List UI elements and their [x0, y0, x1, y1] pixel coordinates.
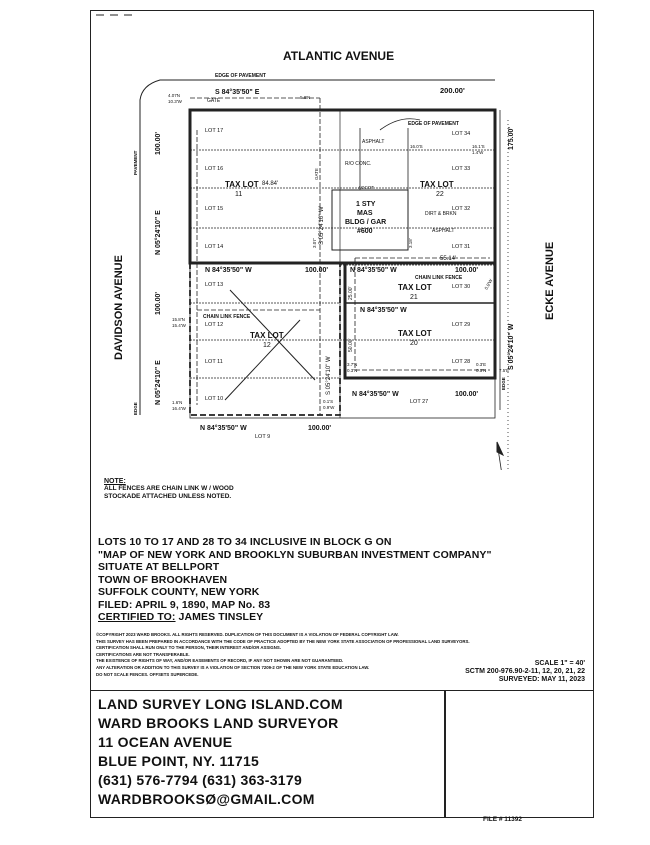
lot-9: LOT 9 [255, 434, 271, 440]
dim-58n: 5.8'N [300, 95, 311, 100]
bearing-mid-right: N 84°35'50" W [350, 267, 397, 274]
desc-line-6: FILED: APRIL 9, 1890, MAP No. 83 [98, 598, 271, 611]
dim-160: 16.0'S [410, 144, 423, 149]
lot-15: LOT 15 [205, 206, 224, 212]
dim-14w: 1.4'W [472, 150, 484, 155]
bearing-center-side: S 05°24'10" W [319, 206, 325, 245]
lot-10: LOT 10 [205, 396, 224, 402]
certified-value: JAMES TINSLEY [175, 611, 264, 623]
lot-16: LOT 16 [205, 166, 224, 172]
bldg-l1: 1 STY [356, 201, 376, 208]
dim-161: 16.1'S [472, 144, 485, 149]
bearing-left-upper: N 05°24'10" E [155, 210, 162, 255]
tb-company: WARD BROOKS LAND SURVEYOR [98, 715, 339, 731]
tax-lot-21-num: 21 [410, 294, 418, 301]
tb-phones: (631) 576-7794 (631) 363-3179 [98, 772, 303, 788]
bldg-l2: MAS [357, 210, 373, 217]
dim-25: 25.00' [348, 286, 354, 300]
dim-55: 55.14' [440, 256, 457, 262]
edge-pavement-top: EDGE OF PAVEMENT [215, 73, 266, 79]
note-block [104, 478, 304, 501]
tax-lot-12-num: 12 [263, 342, 271, 349]
desc-line-1: LOTS 10 TO 17 AND 28 TO 34 INCLUSIVE IN BLOCK G ON [98, 536, 392, 548]
dim-164: 16.4'W [172, 406, 186, 411]
tax-lot-20-num: 20 [410, 340, 418, 347]
chain-link-left: CHAIN LINK FENCE [203, 314, 251, 320]
edge-left: EDGE [133, 402, 138, 415]
legal-line-6: ANY ALTERATION OR ADDITION TO THIS SURVEY IS A VIOLATION OF SECTION 7209-2 OF THE NEW YORK STATE EDUCATION LAW. [96, 664, 370, 670]
bearing-lower-center: S 05°24'10" W [326, 356, 332, 395]
dim-37: 3.7'N [347, 362, 358, 367]
certified-label: CERTIFIED TO: [98, 611, 176, 623]
tax-lot-22: TAX LOT [420, 180, 454, 189]
lot-30: LOT 30 [452, 284, 471, 290]
tb-city: BLUE POINT, NY. 11715 [98, 753, 260, 769]
dim-01s: 0.1'S [323, 399, 334, 404]
dim-08: 0.8'W [483, 278, 494, 291]
bearing-bottom-left-dist: 100.00' [308, 425, 332, 432]
bearing-bottom-right-dist: 100.00' [455, 391, 479, 398]
dim-75: 7.5'E [499, 368, 510, 373]
dim-09w: 0.9'W [323, 405, 335, 410]
lot-13: LOT 13 [205, 282, 224, 288]
legal-line-5: THE EXISTENCE OF RIGHTS OF WAY, AND/OR EASEMENTS OF RECORD, IF ANY NOT SHOWN ARE NOT GUARANTEED. [96, 658, 344, 664]
dist-left-upper: 100.00' [155, 131, 162, 155]
tb-email: WARDBROOKSØ@GMAIL.COM [98, 791, 315, 807]
gate-side: GATE [314, 168, 319, 180]
note-line-1: ALL FENCES ARE CHAIN LINK W / WOOD [104, 485, 234, 492]
note-title: NOTE: [104, 478, 126, 485]
legal-line-2: THIS SURVEY HAS BEEN PREPARED IN ACCORDANCE WITH THE CODE OF PRACTICE ADOPTED BY THE NEW YORK STATE ASSOCIATION OF PROFESSIONAL LAND SURVEYORS. [96, 638, 470, 644]
dim-318: 3.18' [408, 238, 413, 248]
legal-description [98, 536, 538, 624]
legal-line-1: ©COPYRIGHT 2023 WARD BROOKS. ALL RIGHTS RESERVED. DUPLICATION OF THIS DOCUMENT IS A VIOLATION OF FEDERAL COPYRIGHT LAW. [96, 632, 399, 637]
bearing-bottom-right: N 84°35'50" W [352, 391, 399, 398]
lot-31: LOT 31 [452, 244, 471, 250]
desc-line-2: "MAP OF NEW YORK AND BROOKLYN SUBURBAN INVESTMENT COMPANY" [98, 548, 492, 561]
dim-307: 3.07' [312, 238, 317, 248]
file-number: FILE # 11392 [483, 816, 523, 823]
desc-line-3: SITUATE AT BELLPORT [98, 561, 220, 573]
lot-11: LOT 11 [205, 359, 223, 365]
dist-left-lower: 100.00' [155, 291, 162, 315]
lot-27: LOT 27 [410, 399, 429, 405]
bearing-left-lower: N 05°24'10" E [155, 360, 162, 405]
bldg-l3: BLDG / GAR [345, 219, 387, 226]
legal-line-7: DO NOT SCALE FENCES. OFFSETS SUPERCEDE. [96, 671, 199, 677]
bearing-mid-right-dist: 100.00' [455, 267, 479, 274]
edge-pavement-right: EDGE OF PAVEMENT [408, 121, 459, 127]
tax-lot-11-num: 11 [235, 191, 243, 198]
dim-50: 50.00' [348, 338, 354, 352]
note-line-2: STOCKADE ATTACHED UNLESS NOTED. [104, 493, 232, 500]
bearing-mid1: N 84°35'50" W [205, 267, 252, 274]
legal-line-3: CERTIFICATION SHALL RUN ONLY TO THE PERSON, THEIR INTEREST AND/OR ASSIGNS. [96, 645, 281, 651]
bearing-mid-right2: N 84°35'50" W [360, 307, 407, 314]
tax-lot-11: TAX LOT [225, 180, 259, 189]
tb-website: LAND SURVEY LONG ISLAND.COM [98, 696, 343, 712]
dim-103: 10.3'W [168, 99, 182, 104]
dim-05: 0.5'N [476, 368, 487, 373]
ro-conc: R/O CONC. [345, 161, 372, 167]
lot-12: LOT 12 [205, 322, 224, 328]
title-block-side [444, 690, 594, 818]
tax-lot-22-num: 22 [436, 191, 444, 198]
agcot: AGCOT [358, 185, 375, 190]
pavement-left: PAVEMENT [133, 150, 138, 175]
dim-154: 15.4'W [172, 323, 186, 328]
bearing-top: S 84°35'50" E [215, 89, 260, 96]
tax-lot-20: TAX LOT [398, 329, 432, 338]
gate-label: GATE [207, 98, 221, 104]
dim-16n: 1.6'N [172, 400, 183, 405]
dim-03: 0.3'N [347, 368, 358, 373]
desc-line-4: TOWN OF BROOKHAVEN [98, 573, 228, 586]
street-davidson: DAVIDSON AVENUE [113, 255, 125, 360]
legal-line-4: CERTIFICATIONS ARE NOT TRANSFERABLE. [96, 651, 190, 657]
tax-lot-12: TAX LOT [250, 331, 284, 340]
lot-28: LOT 28 [452, 359, 471, 365]
dim-4070: 4.07N [168, 93, 181, 98]
lot-14: LOT 14 [205, 244, 224, 250]
surveyed-line: SURVEYED: MAY 11, 2023 [498, 676, 585, 683]
street-atlantic: ATLANTIC AVENUE [283, 49, 395, 63]
bearing-bottom-left: N 84°35'50" W [200, 425, 247, 432]
certified-line [98, 611, 538, 624]
street-ecke: ECKE AVENUE [544, 241, 556, 320]
lot-34: LOT 34 [452, 131, 471, 137]
chain-link-right: CHAIN LINK FENCE [415, 275, 463, 281]
desc-line-5: SUFFOLK COUNTY, NEW YORK [98, 586, 260, 598]
bearing-right-side: S 05°24'10" W [508, 323, 515, 370]
scale-line: SCALE 1" = 40' [534, 660, 585, 667]
dim-158: 15.8'N [172, 317, 185, 322]
bearing-top-dist: 200.00' [440, 86, 465, 95]
dim-03b: 0.3'E [476, 362, 487, 367]
dim-84: 84.84' [262, 181, 279, 187]
lot-33: LOT 33 [452, 166, 471, 172]
bldg-l4: #600 [357, 228, 373, 235]
lot-32: LOT 32 [452, 206, 471, 212]
lot-29: LOT 29 [452, 322, 471, 328]
sctm-line: SCTM 200-976.90-2-11, 12, 20, 21, 22 [465, 668, 585, 675]
scale-block [435, 660, 585, 684]
tax-lot-21: TAX LOT [398, 283, 432, 292]
asphalt-top: ASPHALT [362, 139, 385, 145]
dirt-brkn: DIRT & BRKN [425, 211, 457, 217]
lot-17: LOT 17 [205, 128, 224, 134]
asphalt-right: ASPHALT [432, 228, 455, 234]
edge-right: EDGE [501, 377, 506, 390]
tb-address: 11 OCEAN AVENUE [98, 734, 233, 750]
bearing-right-top: 175.00' [508, 126, 515, 150]
bearing-mid1-dist: 100.00' [305, 267, 329, 274]
title-block-text [98, 695, 443, 809]
